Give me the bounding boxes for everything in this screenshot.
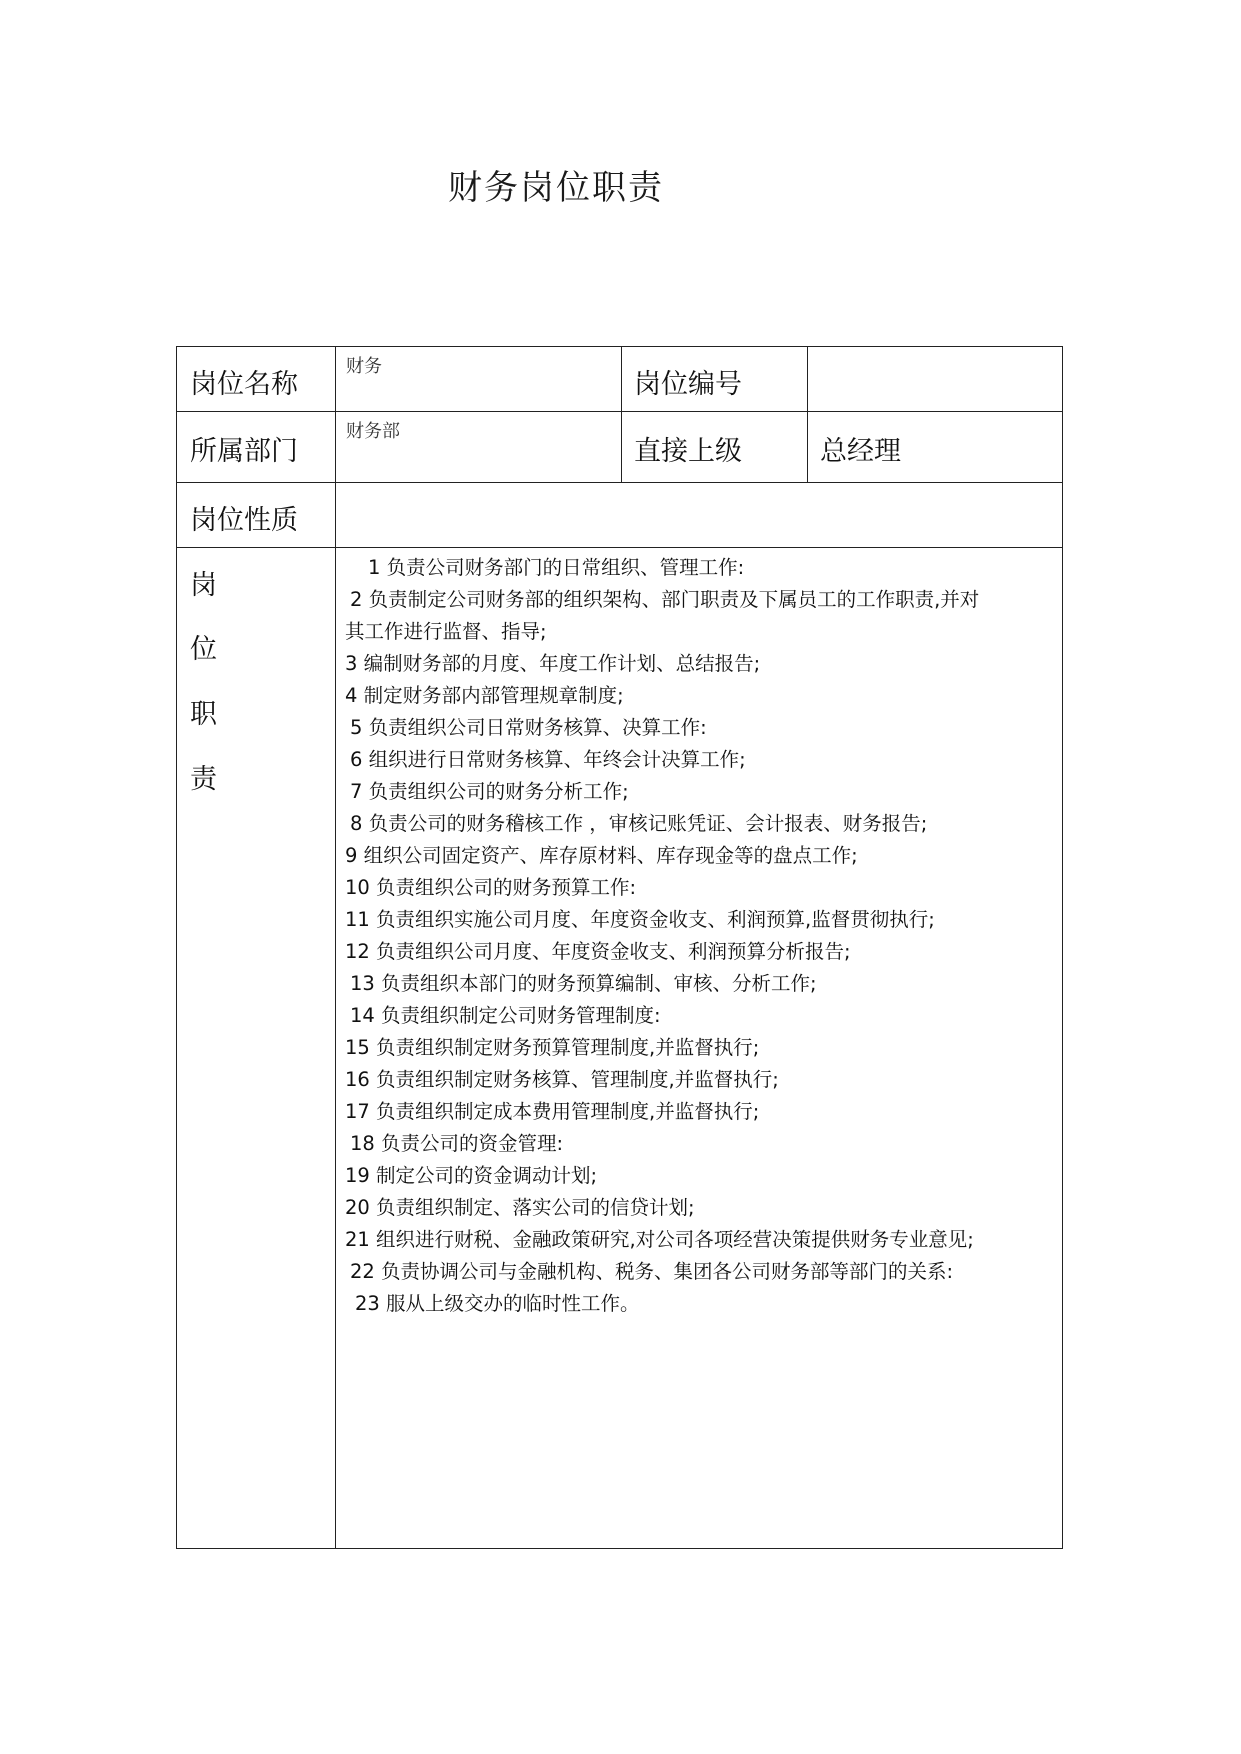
list-item: 6 组织进行日常财务核算、年终会计决算工作; [350,748,746,771]
label-position-name: 岗位名称 [190,369,298,400]
value-direct-superior: 总经理 [820,436,901,467]
list-item: 19 制定公司的资金调动计划; [345,1164,598,1187]
document-title: 财务岗位职责 [448,168,664,208]
list-item: 21 组织进行财税、金融政策研究,对公司各项经营决策提供财务专业意见; [345,1228,974,1251]
table-border-bottom [176,1548,1063,1549]
label-department: 所属部门 [190,436,298,467]
table-row-divider [176,482,1063,483]
table-border-top [176,346,1063,347]
list-item: 18 负责公司的资金管理: [350,1132,564,1155]
list-item: 17 负责组织制定成本费用管理制度,并监督执行; [345,1100,760,1123]
list-item: 14 负责组织制定公司财务管理制度: [350,1004,661,1027]
list-item: 16 负责组织制定财务核算、管理制度,并监督执行; [345,1068,779,1091]
label-duties-char: 责 [190,764,217,795]
list-item: 23 服从上级交办的临时性工作。 [355,1292,640,1315]
list-item: 13 负责组织本部门的财务预算编制、审核、分析工作; [350,972,817,995]
list-item: 4 制定财务部内部管理规章制度; [345,684,624,707]
list-item: 8 负责公司的财务稽核工作 ，审核记账凭证、会计报表、财务报告; [350,812,928,835]
list-item: 1 负责公司财务部门的日常组织、管理工作: [368,556,745,579]
table-border-right [1062,346,1063,1549]
label-position-nature: 岗位性质 [190,505,298,536]
table-row-divider [176,411,1063,412]
table-border-left [176,346,177,1549]
label-duties-char: 职 [190,699,217,730]
list-item: 12 负责组织公司月度、年度资金收支、利润预算分析报告; [345,940,851,963]
list-item: 其工作进行监督、指导; [345,620,547,643]
list-item: 3 编制财务部的月度、年度工作计划、总结报告; [345,652,761,675]
list-item: 15 负责组织制定财务预算管理制度,并监督执行; [345,1036,760,1059]
list-item: 20 负责组织制定、落实公司的信贷计划; [345,1196,695,1219]
list-item: 2 负责制定公司财务部的组织架构、部门职责及下属员工的工作职责,并对 [350,588,980,611]
list-item: 22 负责协调公司与金融机构、税务、集团各公司财务部等部门的关系: [350,1260,954,1283]
list-item: 9 组织公司固定资产、库存原材料、库存现金等的盘点工作; [345,844,858,867]
table-col-divider [335,346,336,1549]
value-position-name: 财务 [346,356,382,377]
value-department: 财务部 [346,421,400,442]
list-item: 11 负责组织实施公司月度、年度资金收支、利润预算,监督贯彻执行; [345,908,935,931]
table-col-divider [621,346,622,482]
table-col-divider [807,346,808,482]
list-item: 7 负责组织公司的财务分析工作; [350,780,629,803]
list-item: 5 负责组织公司日常财务核算、决算工作: [350,716,707,739]
label-duties-char: 位 [190,634,217,665]
list-item: 10 负责组织公司的财务预算工作: [345,876,637,899]
label-duties-char: 岗 [190,570,217,601]
label-position-number: 岗位编号 [634,369,742,400]
table-row-divider [176,547,1063,548]
label-direct-superior: 直接上级 [634,436,742,467]
